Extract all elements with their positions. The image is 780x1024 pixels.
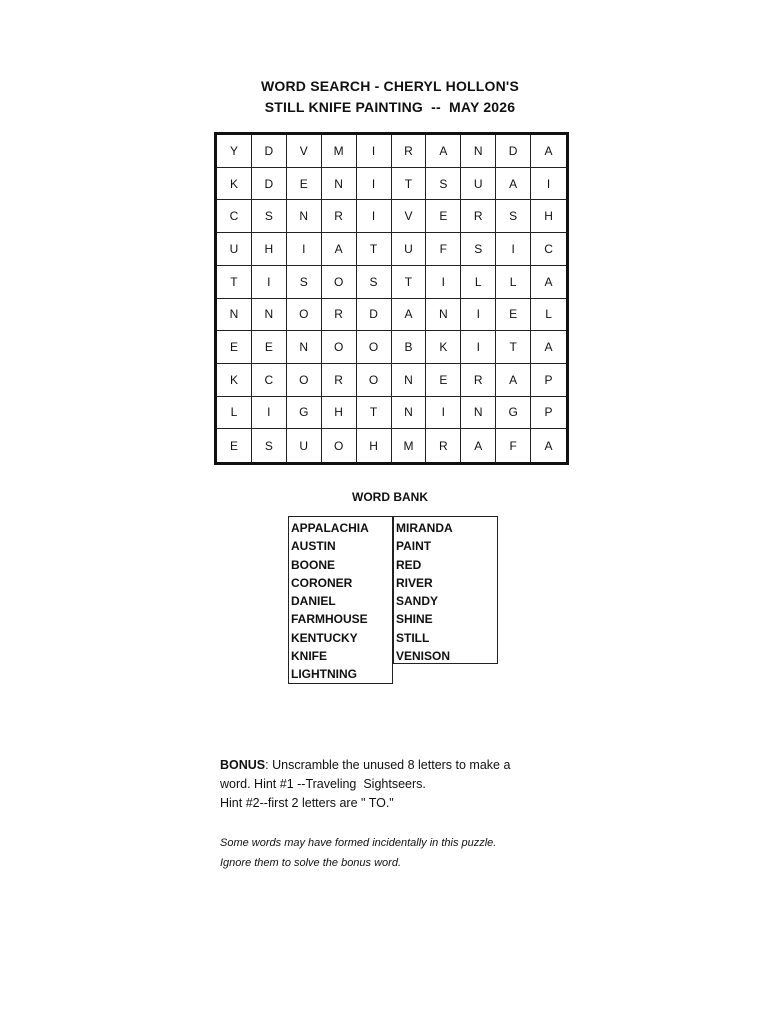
bonus-line-1: [220, 756, 560, 775]
grid-cell: T: [496, 331, 531, 364]
grid-cell: A: [496, 168, 531, 201]
grid-cell: T: [392, 168, 427, 201]
word-bank-item: APPALACHIA: [291, 521, 369, 535]
bonus-label: BONUS: [220, 758, 266, 772]
grid-cell: K: [217, 168, 252, 201]
grid-cell: O: [287, 299, 322, 332]
grid-cell: B: [392, 331, 427, 364]
grid-cell: I: [357, 200, 392, 233]
grid-cell: A: [531, 266, 566, 299]
grid-cell: G: [496, 397, 531, 430]
grid-cell: I: [426, 266, 461, 299]
word-bank-item: SANDY: [396, 594, 439, 609]
grid-cell: D: [252, 135, 287, 168]
grid-cell: S: [357, 266, 392, 299]
grid-cell: T: [357, 397, 392, 430]
word-bank-item: DANIEL: [291, 594, 336, 609]
grid-cell: T: [392, 266, 427, 299]
bonus-section: [220, 756, 560, 813]
grid-cell: P: [531, 364, 566, 397]
grid-cell: S: [496, 200, 531, 233]
grid-cell: E: [426, 364, 461, 397]
word-bank-item: STILL: [396, 630, 430, 645]
grid-cell: O: [322, 429, 357, 462]
word-bank-item: BOONE: [291, 557, 336, 572]
grid-cell: F: [496, 429, 531, 462]
grid-cell: U: [217, 233, 252, 266]
grid-cell: E: [496, 299, 531, 332]
grid-cell: L: [496, 266, 531, 299]
grid-cell: I: [426, 397, 461, 430]
grid-cell: I: [461, 299, 496, 332]
grid-cell: C: [252, 364, 287, 397]
grid-cell: N: [287, 200, 322, 233]
grid-cell: A: [531, 135, 566, 168]
grid-cell: G: [287, 397, 322, 430]
grid-cell: H: [357, 429, 392, 462]
grid-cell: M: [322, 135, 357, 168]
grid-cell: D: [357, 299, 392, 332]
grid-cell: I: [357, 168, 392, 201]
grid-cell: M: [392, 429, 427, 462]
grid-cell: R: [322, 200, 357, 233]
word-bank-item: LIGHTNING: [291, 667, 357, 682]
grid-cell: H: [252, 233, 287, 266]
grid-cell: R: [461, 200, 496, 233]
word-bank-right-column: [393, 516, 498, 664]
grid-cell: Y: [217, 135, 252, 168]
grid-cell: I: [252, 397, 287, 430]
grid-cell: H: [322, 397, 357, 430]
grid-cell: R: [461, 364, 496, 397]
grid-cell: R: [322, 364, 357, 397]
bonus-text-1: : Unscramble the unused 8 letters to make a: [265, 758, 511, 772]
grid-cell: T: [217, 266, 252, 299]
grid-cell: H: [531, 200, 566, 233]
note-line-1: Some words may have formed incidentally in this puzzle.: [220, 837, 497, 849]
grid-cell: E: [217, 429, 252, 462]
grid-cell: E: [287, 168, 322, 201]
grid-cell: V: [392, 200, 427, 233]
grid-cell: N: [322, 168, 357, 201]
grid-cell: C: [531, 233, 566, 266]
note-line-2: Ignore them to solve the bonus word.: [220, 857, 401, 869]
word-bank-left-column: [288, 516, 393, 684]
grid-cell: S: [252, 200, 287, 233]
grid-cell: A: [426, 135, 461, 168]
grid-cell: O: [357, 364, 392, 397]
grid-cell: A: [496, 364, 531, 397]
word-bank-item: AUSTIN: [291, 539, 336, 554]
grid-cell: I: [531, 168, 566, 201]
grid-cell: N: [461, 397, 496, 430]
bonus-line-2: word. Hint #1 --Traveling Sightseers.: [220, 777, 426, 791]
grid-cell: A: [322, 233, 357, 266]
page-title: [0, 76, 780, 118]
title-line-1: WORD SEARCH - CHERYL HOLLON'S: [260, 78, 520, 94]
grid-cell: S: [287, 266, 322, 299]
word-bank-item: MIRANDA: [396, 521, 453, 535]
word-bank-item: SHINE: [396, 612, 433, 627]
grid-cell: I: [496, 233, 531, 266]
word-bank-item: RIVER: [396, 575, 433, 590]
grid-cell: S: [461, 233, 496, 266]
grid-cell: T: [357, 233, 392, 266]
grid-cell: C: [217, 200, 252, 233]
grid-cell: E: [217, 331, 252, 364]
grid-cell: P: [531, 397, 566, 430]
grid-cell: D: [252, 168, 287, 201]
grid-cell: I: [461, 331, 496, 364]
grid-cell: O: [287, 364, 322, 397]
grid-cell: A: [531, 331, 566, 364]
grid-cell: U: [392, 233, 427, 266]
grid-cell: U: [287, 429, 322, 462]
word-bank-item: KENTUCKY: [291, 630, 358, 645]
bonus-line-3: Hint #2--first 2 letters are " TO.": [220, 796, 394, 810]
grid-cell: R: [392, 135, 427, 168]
grid-cell: A: [544, 438, 553, 453]
word-bank-item: CORONER: [291, 575, 353, 590]
title-line-2: STILL KNIFE PAINTING -- MAY 2026: [264, 99, 516, 115]
grid-cell: D: [496, 135, 531, 168]
grid-cell: U: [461, 168, 496, 201]
grid-cell: N: [287, 331, 322, 364]
grid-cell: N: [392, 364, 427, 397]
grid-cell: N: [461, 135, 496, 168]
grid-cell: E: [252, 331, 287, 364]
word-bank-title: WORD BANK: [352, 490, 428, 504]
grid-cell: K: [217, 364, 252, 397]
grid-cell: N: [426, 299, 461, 332]
grid-cell: I: [252, 266, 287, 299]
grid-cell: R: [426, 429, 461, 462]
grid-cell: N: [392, 397, 427, 430]
grid-cell: A: [392, 299, 427, 332]
grid-cell: F: [426, 233, 461, 266]
grid-cell: O: [322, 331, 357, 364]
word-bank-item: PAINT: [396, 539, 432, 554]
grid-cell: S: [426, 168, 461, 201]
grid-cell: A: [461, 429, 496, 462]
instruction-note: [220, 833, 560, 873]
grid-cell: O: [357, 331, 392, 364]
grid-cell: O: [322, 266, 357, 299]
grid-cell: I: [287, 233, 322, 266]
word-bank-item: FARMHOUSE: [291, 612, 368, 627]
word-search-grid: [214, 132, 569, 465]
grid-cell: N: [217, 299, 252, 332]
grid-cell: L: [531, 299, 566, 332]
grid-cell: V: [287, 135, 322, 168]
word-bank-item: KNIFE: [291, 649, 327, 664]
grid-cell: N: [252, 299, 287, 332]
grid-cell: R: [322, 299, 357, 332]
grid-cell: L: [217, 397, 252, 430]
word-bank-item: RED: [396, 557, 422, 572]
word-bank-item: VENISON: [396, 649, 451, 664]
grid-cell: L: [461, 266, 496, 299]
grid-cell: K: [426, 331, 461, 364]
grid-cell: I: [357, 135, 392, 168]
grid-cell: E: [426, 200, 461, 233]
grid-cell: S: [252, 429, 287, 462]
